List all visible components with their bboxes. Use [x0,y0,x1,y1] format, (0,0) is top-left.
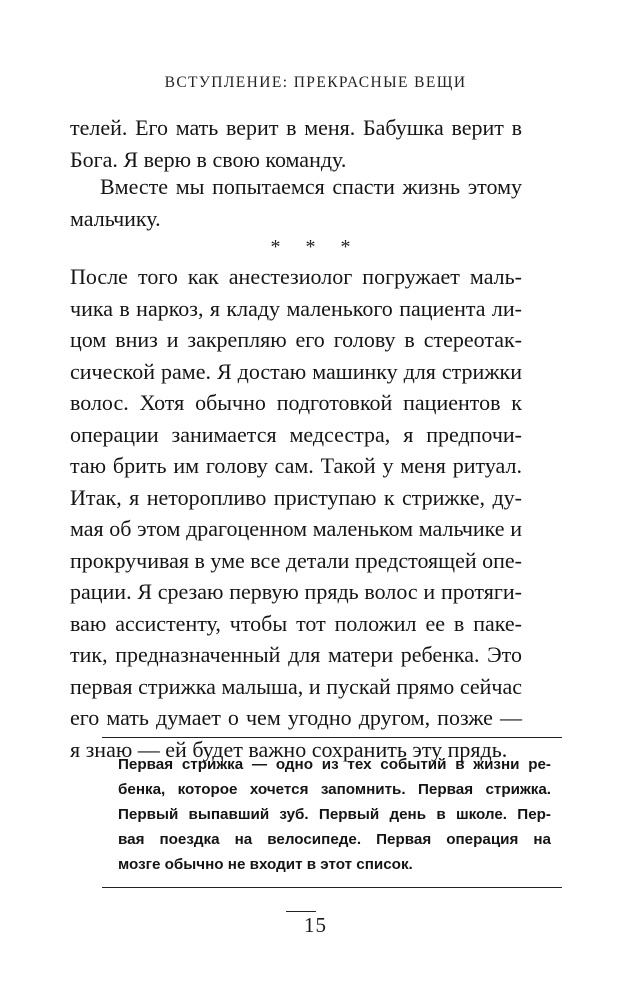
text-line: Итак, я неторопливо приступаю к стрижке, ду- [70,484,522,510]
pull-quote-line: бенка, которое хочется запомнить. Первая стрижка. [118,781,551,798]
paragraph-2 [70,171,522,234]
page-number-rule [286,911,316,912]
callout-bottom-rule [102,887,562,888]
pull-quote-line: вая поездка на велосипеде. Первая операция на [118,831,551,848]
text-line: первая стрижка малыша, и пускай прямо сейчас [70,673,522,699]
callout-top-rule [102,737,562,738]
pull-quote [118,752,551,877]
text-line: операции занимается медсестра, я предпочи- [70,421,522,447]
text-line: сической раме. Я достаю машинку для стрижки [70,358,522,384]
text-line: таю брить им голову сам. Такой у меня ритуал. [70,453,522,478]
pull-quote-line: мозге обычно не входит в этот список. [118,856,413,873]
text-line: чика в наркоз, я кладу маленького пациента ли- [70,295,522,321]
text-line: Вместе мы попытаемся спасти жизнь этому [100,174,522,199]
page-number: 15 [304,913,327,937]
text-line: Бога. Я верю в свою команду. [70,146,347,172]
text-line: цом вниз и закрепляю его голову в стереотак- [70,327,522,352]
text-line: волос. Хотя обычно подготовкой пациентов к [70,390,522,415]
paragraph-3 [70,261,522,765]
pull-quote-line: Первая стрижка — одно из тех событий в жизни ре- [118,756,551,773]
text-line: я знаю — ей будет важно сохранить эту прядь. [70,736,508,762]
text-line: телей. Его мать верит в меня. Бабушка верит в [70,115,522,140]
text-line: рации. Я срезаю первую прядь волос и протяги- [70,579,522,604]
text-line: мальчику. [70,205,161,231]
paragraph-1 [70,112,522,175]
text-line: ваю ассистенту, чтобы тот положил ее в паке- [70,610,522,636]
text-line: После того как анестезиолог погружает маль- [70,264,522,289]
text-line: прокручивая в уме все детали предстоящей опе- [70,547,522,573]
text-line: его мать думает о чем угодно другом, позже — [70,705,522,730]
text-line: мая об этом драгоценном маленьком мальчике и [70,516,522,541]
running-head: ВСТУПЛЕНИЕ: ПРЕКРАСНЫЕ ВЕЩИ [164,74,467,91]
section-separator: * * * [270,236,361,258]
text-line: тик, предназначенный для матери ребенка. Это [70,642,522,667]
pull-quote-line: Первый выпавший зуб. Первый день в школе. Пер- [118,806,551,823]
